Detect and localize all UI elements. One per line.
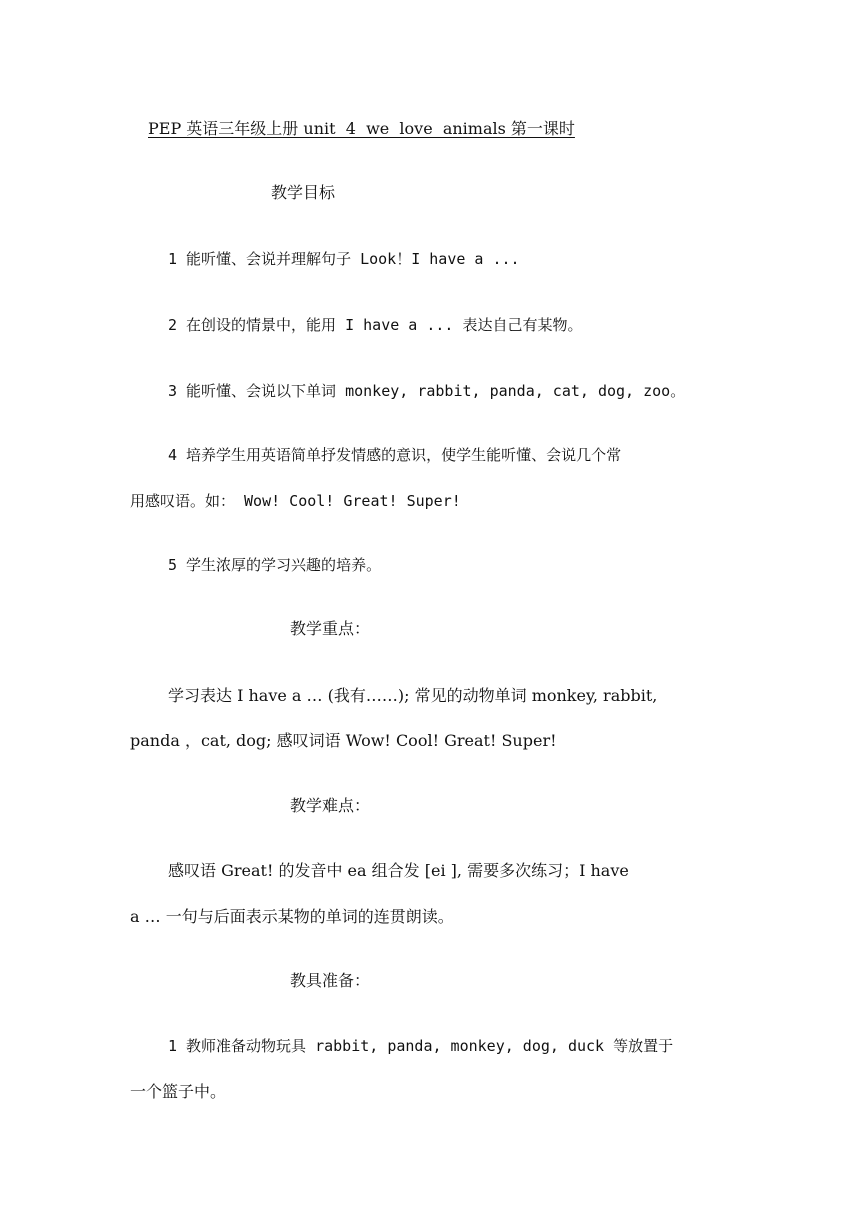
objective-item-4-line-2: 用感叹语。如： Wow! Cool! Great! Super! — [130, 492, 461, 510]
key-points-line-1: 学习表达 I have a … (我有……); 常见的动物单词 monkey, rabbit, — [168, 686, 658, 705]
key-points-heading: 教学重点： — [290, 619, 371, 638]
objective-item-5: 5 学生浓厚的学习兴趣的培养。 — [168, 556, 382, 574]
objective-item-2: 2 在创设的情景中，能用 I have a ... 表达自己有某物。 — [168, 316, 583, 334]
difficulties-line-2: a … 一句与后面表示某物的单词的连贯朗读。 — [130, 907, 454, 926]
objectives-heading: 教学目标 — [271, 183, 336, 202]
objective-item-1: 1 能听懂、会说并理解句子 Look！I have a ... — [168, 250, 520, 268]
materials-heading: 教具准备： — [290, 971, 371, 990]
objective-item-3: 3 能听懂、会说以下单词 monkey, rabbit, panda, cat, dog, zoo。 — [168, 382, 686, 400]
difficulties-heading: 教学难点： — [290, 796, 371, 815]
materials-line-2: 一个篮子中。 — [130, 1082, 227, 1101]
document-title: PEP 英语三年级上册 unit 4 we love animals 第一课时 — [148, 119, 575, 138]
objective-item-4-line-1: 4 培养学生用英语简单抒发情感的意识，使学生能听懂、会说几个常 — [168, 446, 622, 464]
difficulties-line-1: 感叹语 Great! 的发音中 ea 组合发 [ei ], 需要多次练习；I have — [168, 861, 629, 880]
key-points-line-2: panda ，cat, dog; 感叹词语 Wow! Cool! Great! Super! — [130, 731, 557, 750]
materials-line-1: 1 教师准备动物玩具 rabbit, panda, monkey, dog, duck 等放置于 — [168, 1037, 674, 1055]
